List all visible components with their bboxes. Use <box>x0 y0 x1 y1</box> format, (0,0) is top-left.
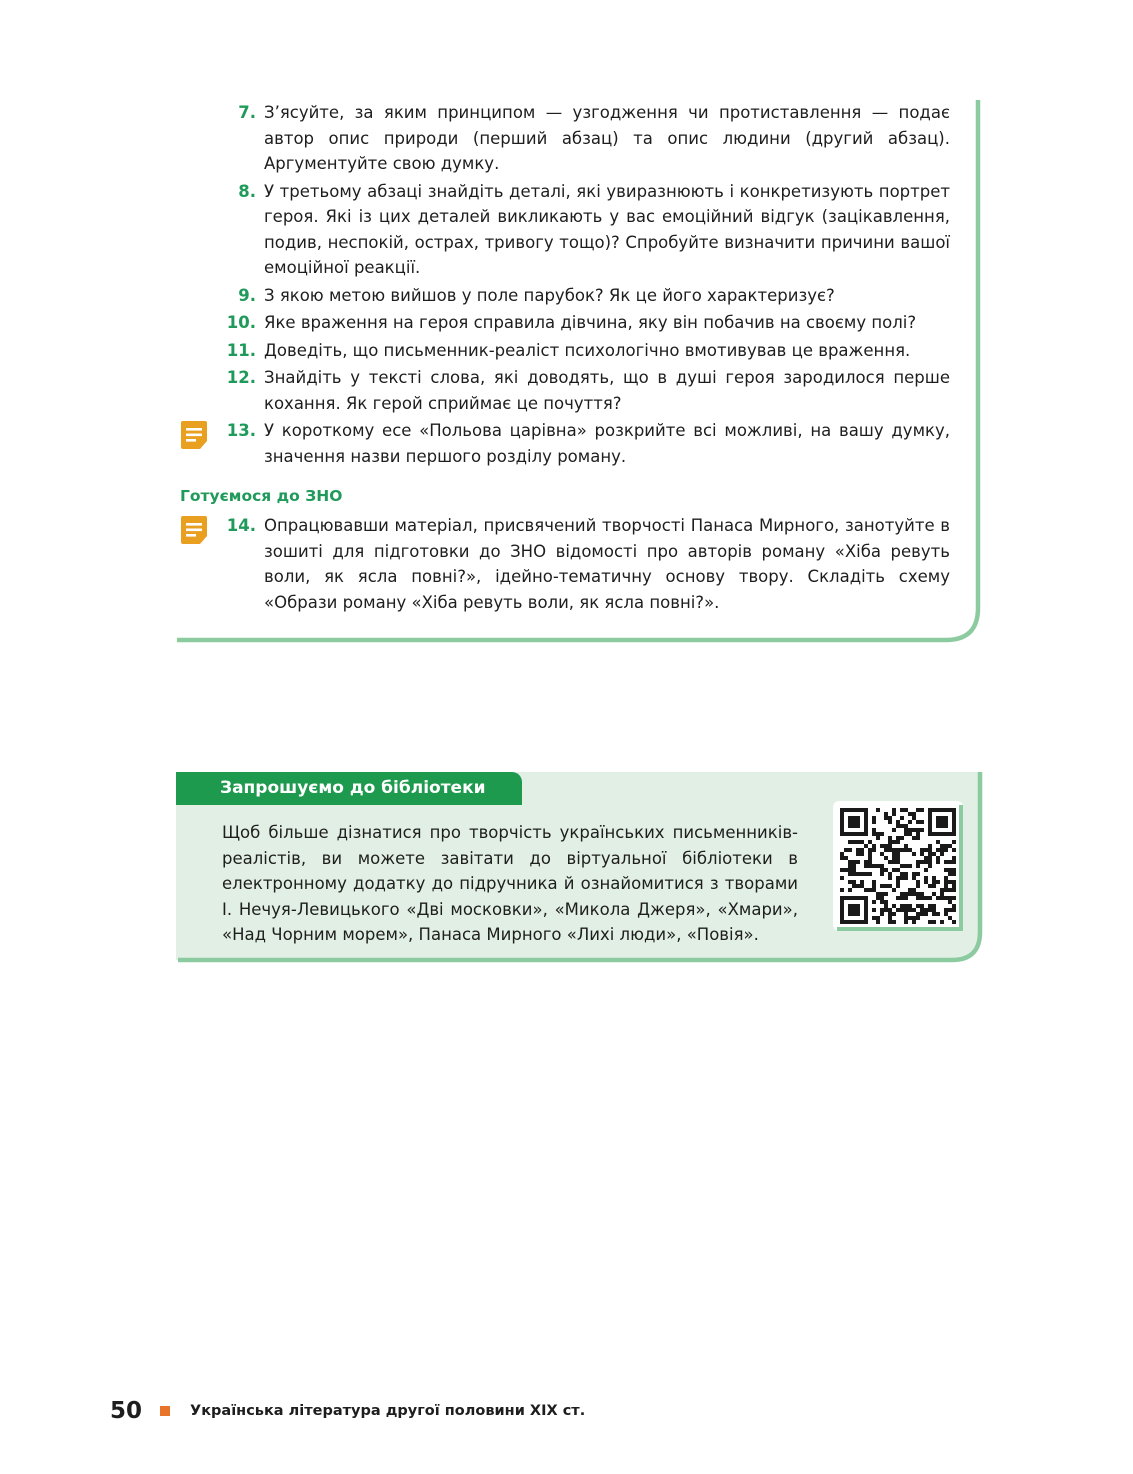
question-13 <box>180 418 950 469</box>
zno-heading: Готуємося до ЗНО <box>180 487 343 505</box>
question-number: 9. <box>238 285 256 305</box>
page-number: 50 <box>110 1398 143 1424</box>
question-text: У короткому есе «Польова царівна» розкрийте всі можливі, на вашу думку, значення назви першого розділу роману. <box>264 421 950 466</box>
question-number: 7. <box>238 103 256 122</box>
question-number: 14. <box>226 516 256 535</box>
question-text: У третьому абзаці знайдіть деталі, які увиразнюють і конкретизують портрет героя. Які із цих деталей викликають у вас емоційний відгук (зацікавлення, подив, неспокій, острах, тривогу тощо)? Спробуйте визначити причини вашої емоційної реакції. <box>264 181 950 277</box>
question-14 <box>180 513 950 615</box>
question-8 <box>180 179 950 281</box>
question-12 <box>180 365 950 416</box>
question-11 <box>180 338 950 364</box>
library-text: Щоб більше дізнатися про творчість українських письменників-реалістів, ви можете завітати до віртуальної бібліотеки в електронному додатку до підручника й ознайомитися з творами І. Нечуя-Левицького «Дві московки», «Микола Джеря», «Хмари», «Над Чорним морем», Панаса Мирного «Лихі люди», «Повія». <box>222 823 798 944</box>
page-footer <box>110 1396 585 1426</box>
question-10 <box>180 310 950 336</box>
qr-code-icon[interactable] <box>833 801 963 931</box>
running-title: Українська література другої половини XIX ст. <box>190 1403 586 1419</box>
question-text: Опрацювавши матеріал, присвячений творчості Панаса Мирного, занотуйте в зошиті для підготовки до ЗНО відомості про авторів роману «Хіба ревуть воли, як ясла повні?», ідейно-тематичну основу твору. Складіть схему «Образи роману «Хіба ревуть воли, як ясла повні?». <box>264 516 950 612</box>
question-text: З’ясуйте, за яким принципом — узгодження чи протиставлення — подає автор опис природи (перший абзац) та опис людини (другий абзац). Аргументуйте свою думку. <box>264 103 950 173</box>
question-number: 10. <box>226 313 256 332</box>
question-number: 8. <box>238 181 256 201</box>
question-text: З якою метою вийшов у поле парубок? Як це його характеризує? <box>264 285 835 305</box>
question-7 <box>180 100 950 177</box>
question-number: 12. <box>226 368 256 387</box>
question-text: Яке враження на героя справила дівчина, яку він побачив на своєму полі? <box>264 313 917 332</box>
questions-list <box>180 100 950 617</box>
question-number: 11. <box>226 340 256 360</box>
question-number: 13. <box>226 421 256 440</box>
footer-square-icon <box>160 1406 170 1416</box>
question-9 <box>180 283 950 309</box>
question-text: Знайдіть у тексті слова, які доводять, що в душі героя зародилося перше кохання. Як герой сприймає це почуття? <box>264 368 950 413</box>
qr-code-graphic <box>833 801 963 931</box>
question-text: Доведіть, що письменник-реаліст психологічно вмотивував це враження. <box>264 340 911 360</box>
library-title: Запрошуємо до бібліотеки <box>176 772 522 805</box>
